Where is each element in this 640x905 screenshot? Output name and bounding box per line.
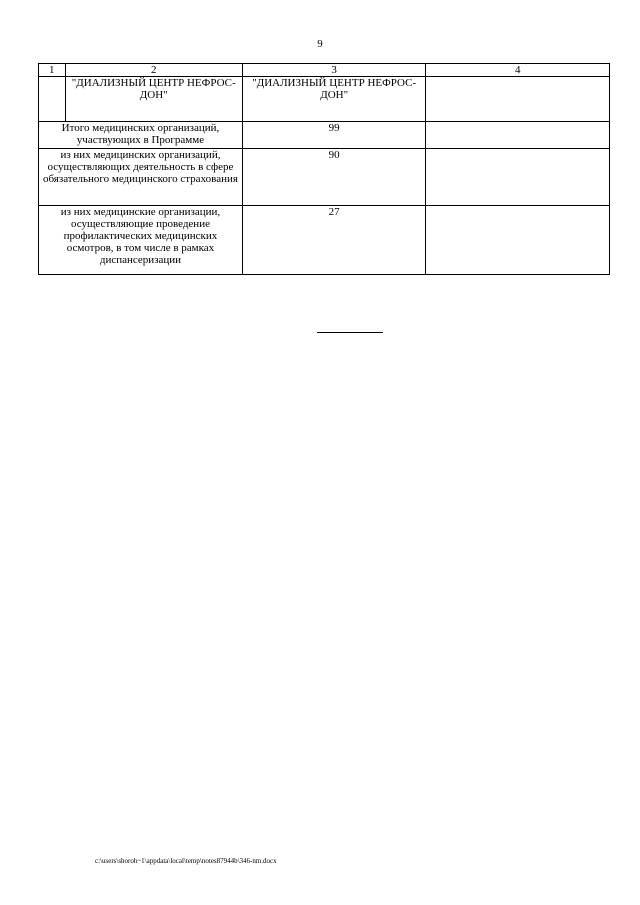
summary-label: из них медицинских организаций, осуществляющих деятельность в сфере обязательного медицинского страхования: [39, 149, 243, 206]
summary-extra: [426, 122, 610, 149]
summary-extra: [426, 206, 610, 275]
table-row: [39, 149, 610, 206]
summary-label: Итого медицинских организаций, участвующих в Программе: [39, 122, 243, 149]
column-number-1: 1: [39, 64, 66, 77]
column-number-2: 2: [65, 64, 242, 77]
table-row: [39, 206, 610, 275]
footer-file-path: c:\users\shoroh~1\appdata\local\temp\notes87944b\346-nm.docx: [95, 857, 277, 865]
summary-value: 90: [242, 149, 426, 206]
org-name-cell: "ДИАЛИЗНЫЙ ЦЕНТР НЕФРОС-ДОН": [65, 77, 242, 122]
medical-organizations-table: [38, 63, 610, 275]
column-number-row: [39, 64, 610, 77]
table-row: [39, 122, 610, 149]
org-short-name-cell: "ДИАЛИЗНЫЙ ЦЕНТР НЕФРОС-ДОН": [242, 77, 426, 122]
end-separator-line: [317, 332, 383, 333]
org-extra-cell: [426, 77, 610, 122]
summary-value: 99: [242, 122, 426, 149]
page-number: 9: [317, 38, 323, 50]
summary-label: из них медицинские организации, осуществляющие проведение профилактических медицинских осмотров, в том числе в рамках диспансеризации: [39, 206, 243, 275]
summary-value: 27: [242, 206, 426, 275]
column-number-3: 3: [242, 64, 426, 77]
table-row: [39, 77, 610, 122]
org-row-number: [39, 77, 66, 122]
column-number-4: 4: [426, 64, 610, 77]
summary-extra: [426, 149, 610, 206]
